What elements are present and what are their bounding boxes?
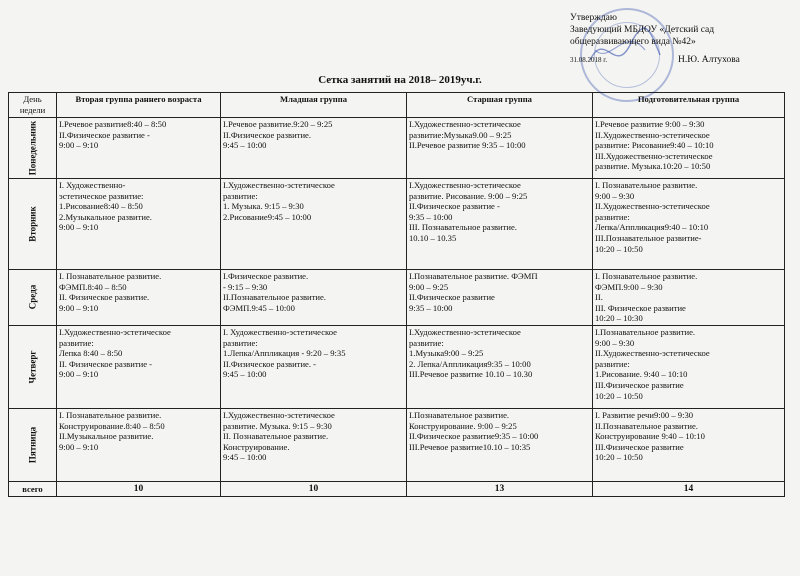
cell-wed-g2	[221, 270, 407, 326]
cell-line: 9:00 – 9:10	[59, 441, 99, 452]
cell-line: I.Речевое развитие8:40 – 8:50	[59, 119, 167, 129]
cell-line: Конструирование. 9:00 – 9:25	[409, 420, 517, 431]
cell-wed-g4	[593, 270, 785, 326]
cell-line: 9:00 – 9:30	[595, 190, 635, 201]
cell-line: III.Познавательное развитие-	[595, 232, 702, 243]
approval-line-2: Заведующий МБДОУ «Детский сад	[570, 25, 715, 35]
cell-line: развитие:Музыка9.00 – 9:25	[409, 129, 512, 140]
cell-line: Конструирование.	[223, 441, 290, 452]
day-friday: Пятница	[9, 408, 57, 481]
cell-line: II.	[595, 292, 603, 303]
cell-mon-g3	[407, 118, 593, 179]
total-group-4: 14	[593, 481, 785, 496]
day-thursday: Четверг	[9, 325, 57, 408]
cell-line: II.Физическое развитие.	[223, 129, 312, 140]
cell-fri-g1	[57, 408, 221, 481]
cell-line: I.Речевое развитие 9:00 – 9:30	[595, 119, 705, 129]
cell-line: III.Речевое развитие10.10 – 10:35	[409, 441, 531, 452]
header-row	[9, 93, 785, 118]
header-group-4: Подготовительная группа	[593, 93, 785, 118]
cell-line: I.Художественно-эстетическое	[409, 326, 521, 337]
cell-line: I. Познавательное развитие.	[59, 409, 162, 420]
cell-line: I.Речевое развитие.9:20 – 9:25	[223, 119, 333, 129]
approval-signer: Н.Ю. Алтухова	[678, 55, 740, 65]
cell-line: III.Физическое развитие	[595, 441, 684, 452]
cell-line: 10.10 – 10.35	[409, 232, 457, 243]
cell-line: III.Речевое развитие 10.10 – 10.30	[409, 369, 533, 380]
total-group-2: 10	[221, 481, 407, 496]
cell-mon-g1	[57, 118, 221, 179]
cell-line: 9:00 – 9:10	[59, 140, 99, 151]
totals-label: всего	[9, 481, 57, 496]
cell-line: II.Физическое развитие -	[409, 201, 500, 212]
cell-line: II.Познавательное развитие.	[595, 420, 698, 431]
cell-line: III.Художественно-эстетическое	[595, 150, 713, 161]
cell-line: I.Познавательное развитие. ФЭМП	[409, 271, 538, 281]
cell-line: 2.Музыкальное развитие.	[59, 211, 152, 222]
cell-line: III. Познавательное развитие.	[409, 222, 517, 233]
cell-line: ФЭМП.8:40 – 8:50	[59, 281, 127, 292]
cell-line: ФЭМП.9:45 – 10:00	[223, 302, 295, 313]
header-day: День недели	[9, 93, 57, 118]
header-group-3: Старшая группа	[407, 93, 593, 118]
total-group-1: 10	[57, 481, 221, 496]
cell-line: Конструирование 9:40 – 10:10	[595, 431, 705, 442]
cell-thu-g2	[221, 325, 407, 408]
cell-line: развитие:	[595, 358, 630, 369]
cell-line: 9:00 – 9:25	[409, 281, 449, 292]
cell-line: 9:35 – 10:00	[409, 302, 453, 313]
cell-line: III. Физическое развитие	[595, 302, 686, 313]
cell-fri-g4	[593, 408, 785, 481]
cell-line: 1.Рисование. 9:40 – 10:10	[595, 369, 688, 380]
approval-date: 31.08.2018 г.	[570, 56, 608, 64]
cell-fri-g3	[407, 408, 593, 481]
cell-line: II.Музыкальное развитие.	[59, 431, 154, 442]
cell-line: II.Познавательное развитие.	[223, 292, 326, 303]
cell-thu-g3	[407, 325, 593, 408]
header-group-1: Вторая группа раннего возраста	[57, 93, 221, 118]
cell-line: 9:00 – 9:30	[595, 337, 635, 348]
cell-line: I.Художественно-эстетическое	[223, 180, 335, 190]
approval-line-3: общеразвивающего вида №42»	[570, 37, 696, 47]
cell-line: развитие:	[595, 211, 630, 222]
cell-line: Конструирование.8:40 – 8:50	[59, 420, 165, 431]
cell-line: развитие: Рисование9:40 – 10:10	[595, 140, 714, 151]
cell-line: I.Художественно-эстетическое	[409, 180, 521, 190]
cell-line: 9:00 – 9:10	[59, 369, 99, 380]
cell-line: 9:45 – 10:00	[223, 452, 267, 463]
cell-line: 9:45 – 10:00	[223, 140, 267, 151]
row-totals	[9, 481, 785, 496]
cell-tue-g2	[221, 179, 407, 270]
cell-line: I.Познавательное развитие.	[595, 326, 696, 337]
cell-tue-g1	[57, 179, 221, 270]
cell-line: I.Художественно-эстетическое	[59, 326, 171, 337]
cell-line: II.Физическое развитие. -	[223, 358, 317, 369]
cell-wed-g1	[57, 270, 221, 326]
cell-line: 10:20 – 10:50	[595, 390, 643, 401]
cell-line: II.Физическое развитие9:35 – 10:00	[409, 431, 539, 442]
cell-fri-g2	[221, 408, 407, 481]
cell-tue-g3	[407, 179, 593, 270]
header-group-2: Младшая группа	[221, 93, 407, 118]
cell-line: Лепка 8:40 – 8:50	[59, 348, 123, 359]
row-monday	[9, 118, 785, 179]
page-title: Сетка занятий на 2018– 2019уч.г.	[318, 74, 482, 86]
cell-line: 10:20 – 10:50	[595, 243, 643, 254]
cell-line: развитие. Рисование. 9:00 – 9:25	[409, 190, 528, 201]
cell-thu-g1	[57, 325, 221, 408]
cell-line: I. Познавательное развитие.	[595, 271, 698, 281]
cell-line: I.Физическое развитие.	[223, 271, 309, 281]
cell-line: II.Художественно-эстетическое	[595, 129, 710, 140]
total-group-3: 13	[407, 481, 593, 496]
day-tuesday: Вторник	[9, 179, 57, 270]
cell-line: 9:00 – 9:10	[59, 222, 99, 233]
cell-line: II. Физическое развитие -	[59, 358, 153, 369]
approval-block	[570, 12, 795, 65]
cell-line: 1.Рисование8:40 – 8:50	[59, 201, 143, 212]
cell-line: 1.Лепка/Аппликация - 9:20 – 9:35	[223, 348, 346, 359]
cell-tue-g4	[593, 179, 785, 270]
cell-line: развитие. Музыка.10:20 – 10:50	[595, 161, 711, 172]
cell-line: I.Познавательное развитие.	[409, 409, 510, 420]
cell-line: II.Речевое развитие 9:35 – 10:00	[409, 140, 526, 151]
cell-line: 1.Музыка9:00 – 9:25	[409, 348, 484, 359]
day-wednesday: Среда	[9, 270, 57, 326]
cell-line: развитие:	[223, 337, 258, 348]
cell-line: I. Познавательное развитие.	[59, 271, 162, 281]
cell-mon-g2	[221, 118, 407, 179]
cell-line: I. Познавательное развитие.	[595, 180, 698, 190]
cell-line: развитие:	[409, 337, 444, 348]
cell-line: 9:45 – 10:00	[223, 369, 267, 380]
cell-line: - 9:15 – 9:30	[223, 281, 268, 292]
cell-line: 2. Лепка/Аппликация9:35 – 10:00	[409, 358, 531, 369]
cell-line: 9:00 – 9:10	[59, 302, 99, 313]
cell-line: ФЭМП.9:00 – 9:30	[595, 281, 663, 292]
row-tuesday	[9, 179, 785, 270]
schedule-table	[8, 92, 785, 497]
cell-line: 10:20 – 10:30	[595, 313, 643, 324]
cell-line: эстетическое развитие:	[59, 190, 144, 201]
cell-line: I. Художественно-	[59, 180, 126, 190]
cell-thu-g4	[593, 325, 785, 408]
cell-line: I. Художественно-эстетическое	[223, 326, 337, 337]
cell-line: II. Физическое развитие.	[59, 292, 150, 303]
cell-line: развитие:	[59, 337, 94, 348]
cell-line: I. Развитие речи9:00 – 9:30	[595, 409, 694, 420]
cell-line: I.Художественно-эстетическое	[223, 409, 335, 420]
cell-line: развитие:	[223, 190, 258, 201]
cell-mon-g4	[593, 118, 785, 179]
cell-line: Лепка/Аппликация9:40 – 10:10	[595, 222, 709, 233]
cell-line: 10:20 – 10:50	[595, 452, 643, 463]
cell-line: 9:35 – 10:00	[409, 211, 453, 222]
cell-line: III.Физическое развитие	[595, 379, 684, 390]
cell-wed-g3	[407, 270, 593, 326]
cell-line: I.Художественно-эстетическое	[409, 119, 521, 129]
cell-line: развитие. Музыка. 9:15 – 9:30	[223, 420, 332, 431]
cell-line: 1. Музыка. 9:15 – 9:30	[223, 201, 304, 212]
day-monday: Понедельник	[9, 118, 57, 179]
cell-line: II.Физическое развитие	[409, 292, 495, 303]
approval-line-1: Утверждаю	[570, 13, 617, 23]
cell-line: II.Художественно-эстетическое	[595, 201, 710, 212]
cell-line: II. Познавательное развитие.	[223, 431, 329, 442]
cell-line: II.Физическое развитие -	[59, 129, 150, 140]
row-thursday	[9, 325, 785, 408]
row-wednesday	[9, 270, 785, 326]
cell-line: 2.Рисование9:45 – 10:00	[223, 211, 312, 222]
cell-line: II.Художественно-эстетическое	[595, 348, 710, 359]
row-friday	[9, 408, 785, 481]
